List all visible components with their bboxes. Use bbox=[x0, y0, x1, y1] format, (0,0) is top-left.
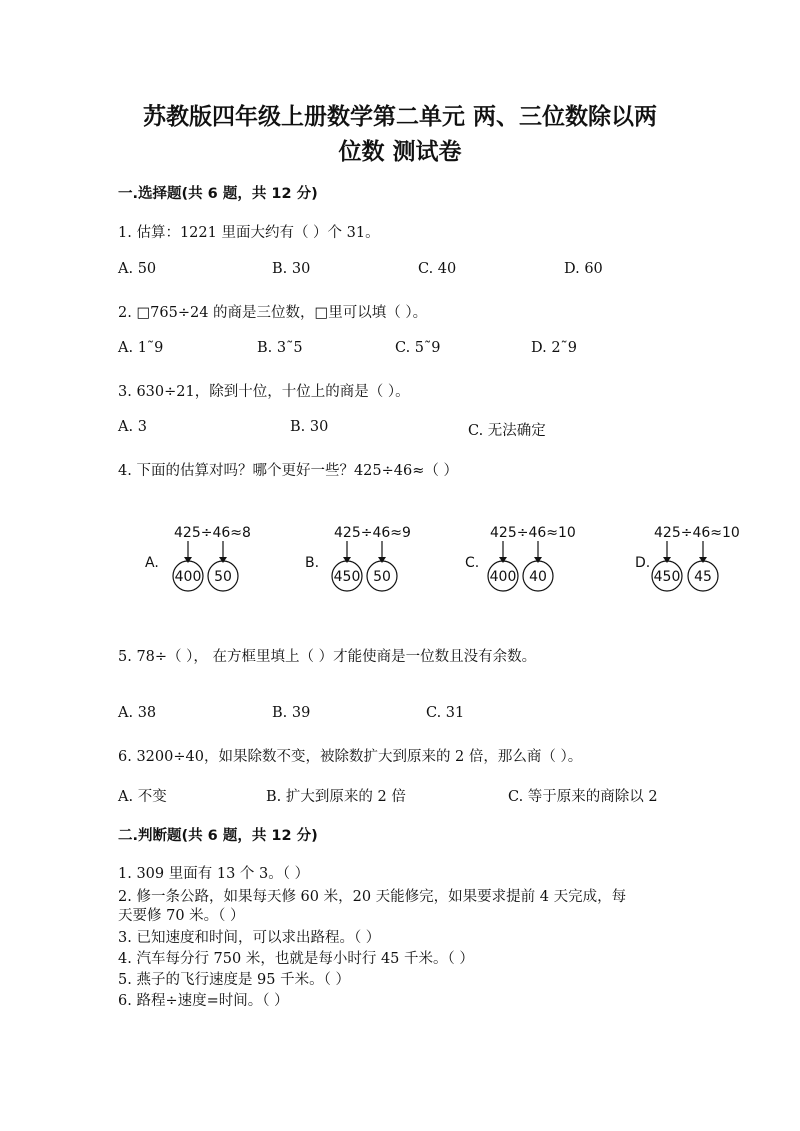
section-heading-judgment: 二.判断题(共 6 题，共 12 分) bbox=[118, 828, 318, 844]
q4-figure-b-label: B. bbox=[305, 555, 320, 571]
q6-option-a: A. 不变 bbox=[118, 789, 167, 805]
q4-figure-a-left-circle: 400 bbox=[174, 569, 202, 585]
q4-figure-d-label: D. bbox=[635, 555, 651, 571]
q6-option-b: B. 扩大到原来的 2 倍 bbox=[266, 789, 406, 805]
page-title-line-1: 苏教版四年级上册数学第二单元 两、三位数除以两 bbox=[142, 104, 657, 130]
q3-option-b: B. 30 bbox=[290, 419, 329, 435]
q3-option-a: A. 3 bbox=[118, 419, 147, 435]
q4-figure-d-left-circle: 450 bbox=[653, 569, 681, 585]
q6-option-c: C. 等于原来的商除以 2 bbox=[508, 789, 658, 805]
q4-figure-c-left-circle: 400 bbox=[489, 569, 517, 585]
q1-option-c: C. 40 bbox=[418, 261, 457, 277]
q4-figure-c-label: C. bbox=[465, 555, 480, 571]
q4-figure-a-expression: 425÷46≈8 bbox=[174, 525, 251, 541]
q4-figure-d bbox=[632, 515, 762, 604]
question-4: 4. 下面的估算对吗？哪个更好一些？425÷46≈（ ） bbox=[118, 463, 458, 479]
q1-option-d: D. 60 bbox=[564, 261, 603, 277]
q2-option-d: D. 2˜9 bbox=[531, 340, 578, 356]
q2-option-c: C. 5˜9 bbox=[395, 340, 441, 356]
section-heading-choice: 一.选择题(共 6 题，共 12 分) bbox=[118, 186, 318, 202]
q4-figure-a-label: A. bbox=[145, 555, 159, 571]
q1-option-b: B. 30 bbox=[272, 261, 311, 277]
q2-option-b: B. 3˜5 bbox=[257, 340, 303, 356]
judgment-item-1: 1. 309 里面有 13 个 3。（ ） bbox=[118, 866, 310, 882]
question-2: 2. □765÷24 的商是三位数，□里可以填（ ）。 bbox=[118, 305, 428, 321]
judgment-item-5: 5. 燕子的飞行速度是 95 千米。（ ） bbox=[118, 972, 350, 988]
q5-option-b: B. 39 bbox=[272, 705, 311, 721]
q4-figure-b bbox=[302, 515, 432, 604]
judgment-item-3: 3. 已知速度和时间，可以求出路程。（ ） bbox=[118, 930, 381, 946]
q4-figure-a bbox=[142, 515, 272, 604]
question-3: 3. 630÷21，除到十位，十位上的商是（ ）。 bbox=[118, 384, 410, 400]
judgment-item-6: 6. 路程÷速度=时间。（ ） bbox=[118, 993, 289, 1009]
q4-figure-d-expression: 425÷46≈10 bbox=[654, 525, 740, 541]
q4-figure-c-expression: 425÷46≈10 bbox=[490, 525, 576, 541]
judgment-item-4: 4. 汽车每分行 750 米，也就是每小时行 45 千米。（ ） bbox=[118, 951, 474, 967]
question-5: 5. 78÷（ ）， 在方框里填上（ ）才能使商是一位数且没有余数。 bbox=[118, 649, 537, 665]
q1-option-a: A. 50 bbox=[118, 261, 157, 277]
q4-figure-c-right-circle: 40 bbox=[529, 569, 547, 585]
q4-figure-b-expression: 425÷46≈9 bbox=[334, 525, 411, 541]
page-title-line-2: 位数 测试卷 bbox=[338, 139, 462, 165]
q5-option-a: A. 38 bbox=[118, 705, 157, 721]
q4-figure-b-left-circle: 450 bbox=[333, 569, 361, 585]
q2-option-a: A. 1˜9 bbox=[118, 340, 164, 356]
question-1: 1. 估算：1221 里面大约有（ ）个 31。 bbox=[118, 225, 380, 241]
q4-figure-c bbox=[462, 515, 592, 604]
judgment-item-2-continued: 天要修 70 米。（ ） bbox=[118, 908, 245, 924]
question-6: 6. 3200÷40，如果除数不变，被除数扩大到原来的 2 倍，那么商（ ）。 bbox=[118, 749, 583, 765]
q4-figure-a-right-circle: 50 bbox=[214, 569, 232, 585]
q5-option-c: C. 31 bbox=[426, 705, 465, 721]
judgment-item-2: 2. 修一条公路，如果每天修 60 米，20 天能修完，如果要求提前 4 天完成，每 bbox=[118, 889, 627, 905]
q4-figure-d-right-circle: 45 bbox=[694, 569, 712, 585]
q4-figure-b-right-circle: 50 bbox=[373, 569, 391, 585]
q3-option-c: C. 无法确定 bbox=[468, 423, 546, 439]
